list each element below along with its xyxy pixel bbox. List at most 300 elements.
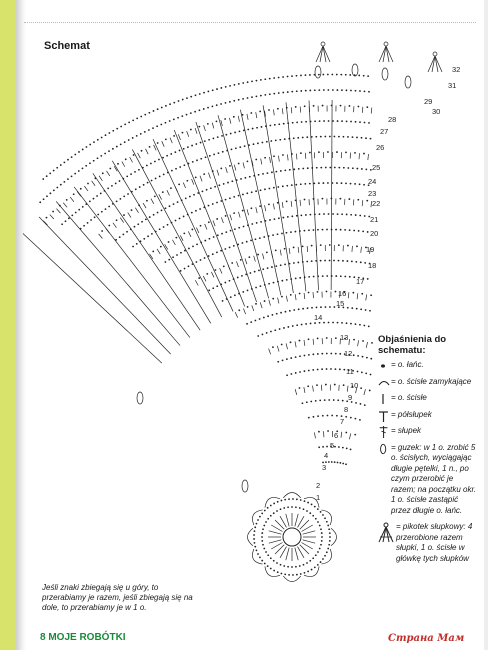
chain-dot: [268, 203, 270, 205]
chain-dot: [108, 132, 110, 134]
chain-dot: [355, 323, 357, 325]
chain-dot: [347, 136, 349, 138]
stitch-mark: [263, 105, 293, 293]
chain-dot: [272, 298, 274, 300]
chain-dot: [351, 261, 353, 263]
stitch-mark: [291, 107, 292, 113]
chain-dot: [97, 214, 99, 216]
chain-dot: [353, 354, 355, 356]
chain-dot: [175, 168, 177, 170]
chain-dot: [284, 573, 286, 575]
chain-dot: [117, 163, 119, 165]
chain-dot: [115, 183, 117, 185]
stitch-mark: [286, 102, 306, 291]
chain-dot: [42, 178, 44, 180]
chain-dot: [116, 146, 118, 148]
chain-dot: [153, 214, 155, 216]
chain-dot: [248, 256, 250, 258]
stitch-mark: [286, 296, 287, 302]
chain-dot: [295, 231, 297, 233]
chain-dot: [280, 564, 282, 566]
chain-dot: [256, 523, 258, 525]
chain-dot: [362, 356, 364, 358]
chain-dot: [259, 318, 261, 320]
chain-dot: [359, 90, 361, 92]
chain-dot: [71, 214, 73, 216]
chain-dot: [82, 167, 84, 169]
chain-dot: [299, 507, 301, 509]
chain-dot: [167, 224, 169, 226]
chain-dot: [255, 190, 257, 192]
single-crochet-bar-icon: [378, 393, 390, 405]
chain-dot: [107, 187, 109, 189]
chain-dot: [136, 117, 138, 119]
chain-dot: [242, 194, 244, 196]
chain-dot: [342, 447, 344, 449]
picot-head: [384, 42, 388, 46]
bobble-oval: [242, 480, 248, 492]
chain-dot: [305, 90, 307, 92]
chain-dot: [220, 87, 222, 89]
chain-dot: [182, 132, 184, 134]
chain-dot: [162, 191, 164, 193]
chain-dot: [262, 334, 264, 336]
chain-dot: [182, 99, 184, 101]
chain-dot: [160, 246, 162, 248]
stitch-mark: [238, 116, 239, 122]
chain-dot: [155, 178, 157, 180]
chain-dot: [339, 353, 341, 355]
chain-dot: [337, 120, 339, 122]
chain-dot: [220, 200, 222, 202]
chain-dot: [273, 93, 275, 95]
chain-dot: [198, 277, 200, 279]
chain-dot: [270, 557, 272, 559]
chain-dot: [282, 154, 284, 156]
chain-dot: [282, 360, 284, 362]
chain-dot: [296, 324, 298, 326]
chain-dot: [299, 277, 301, 279]
stitch-mark: [303, 540, 316, 543]
chain-dot: [350, 323, 352, 325]
picot-arc: [321, 510, 331, 525]
chain-dot: [277, 186, 279, 188]
row-number: 7: [340, 417, 345, 426]
chain-dot: [185, 197, 187, 199]
chain-dot: [320, 561, 322, 563]
stitch-mark: [254, 256, 256, 262]
chain-dot: [173, 118, 175, 120]
stitch-mark: [192, 179, 194, 185]
chain-dot: [354, 183, 356, 185]
chain-dot: [203, 108, 205, 110]
chain-dot: [367, 75, 369, 77]
chain-dot: [267, 518, 269, 520]
chain-dot: [93, 141, 95, 143]
chain-dot: [320, 306, 322, 308]
chain-dot: [224, 282, 226, 284]
chain-dot: [209, 238, 211, 240]
chain-dot: [320, 544, 322, 546]
chain-dot: [303, 508, 305, 510]
chain-dot: [308, 229, 310, 231]
chain-dot: [312, 369, 314, 371]
chain-dot: [140, 133, 142, 135]
stitch-mark: [84, 186, 88, 191]
chain-dot: [290, 373, 292, 375]
chain-dot: [116, 219, 118, 221]
chain-dot: [200, 259, 202, 261]
chain-dot: [363, 184, 365, 186]
chain-dot: [273, 560, 275, 562]
chain-dot: [340, 74, 342, 76]
chain-dot: [154, 161, 156, 163]
stitch-mark: [269, 300, 271, 306]
chain-dot: [300, 152, 302, 154]
chain-dot: [307, 571, 309, 573]
stitch-mark: [205, 224, 207, 230]
chain-dot: [350, 121, 352, 123]
page-number: 8: [40, 632, 46, 643]
chain-dot: [259, 237, 261, 239]
chain-dot: [163, 226, 165, 228]
chain-dot: [273, 570, 275, 572]
chain-dot: [290, 294, 292, 296]
chain-dot: [343, 136, 345, 138]
chain-dot: [313, 105, 315, 107]
chain-dot: [359, 121, 361, 123]
chain-dot: [234, 84, 236, 86]
chain-dot: [216, 285, 218, 287]
chain-dot: [284, 138, 286, 140]
chain-dot: [174, 151, 176, 153]
stitch-mark: [273, 109, 274, 115]
chain-dot: [152, 251, 154, 253]
chain-dot: [269, 219, 271, 221]
chain-dot: [329, 167, 331, 169]
chain-dot: [225, 215, 227, 217]
chain-dot: [336, 151, 338, 153]
chain-dot: [251, 80, 253, 82]
chain-dot: [198, 126, 200, 128]
chain-dot: [267, 172, 269, 174]
chain-dot: [290, 341, 292, 343]
legend-text: = półsłupek: [391, 409, 432, 419]
chain-dot: [356, 168, 358, 170]
chain-dot: [280, 264, 282, 266]
chain-dot: [296, 215, 298, 217]
chain-dot: [128, 139, 130, 141]
chain-dot: [264, 188, 266, 190]
chain-dot: [78, 209, 80, 211]
chain-dot: [111, 185, 113, 187]
chain-dot: [336, 182, 338, 184]
stitch-mark: [63, 203, 67, 208]
chain-dot: [267, 554, 269, 556]
chain-dot: [165, 207, 167, 209]
chain-dot: [52, 211, 54, 213]
chain-dot: [200, 142, 202, 144]
chain-dot: [368, 91, 370, 93]
stitch-mark: [230, 214, 232, 220]
chain-dot: [251, 191, 253, 193]
chain-dot: [327, 151, 329, 153]
chain-dot: [144, 114, 146, 116]
chain-dot: [264, 510, 266, 512]
chain-dot: [287, 216, 289, 218]
chain-dot: [326, 337, 328, 339]
stitch-mark: [252, 305, 254, 311]
chain-dot: [191, 229, 193, 231]
stitch-mark: [159, 194, 162, 199]
row-number: 25: [372, 163, 381, 172]
chain-dot: [322, 446, 324, 448]
chain-dot: [323, 120, 325, 122]
chain-dot: [335, 291, 337, 293]
chain-dot: [87, 183, 89, 185]
chain-dot: [53, 190, 55, 192]
chain-dot: [314, 506, 316, 508]
chain-dot: [159, 176, 161, 178]
stitch-mark: [157, 249, 160, 254]
stitch-mark: [99, 234, 103, 239]
chain-dot: [234, 228, 236, 230]
chain-dot: [199, 109, 201, 111]
chain-dot: [261, 513, 263, 515]
chain-dot: [263, 236, 265, 238]
stitch-mark: [304, 293, 305, 299]
row-number: 6: [334, 431, 339, 440]
chain-dot: [352, 292, 354, 294]
chain-dot: [257, 335, 259, 337]
chain-dot: [153, 110, 155, 112]
chain-dot: [93, 160, 95, 162]
chain-dot: [221, 233, 223, 235]
chain-dot: [266, 332, 268, 334]
chain-dot: [225, 199, 227, 201]
chain-dot: [296, 121, 298, 123]
row-number: 3: [322, 463, 327, 472]
chain-dot: [299, 340, 301, 342]
chain-dot: [46, 175, 48, 177]
stitch-mark: [313, 339, 314, 345]
chain-dot: [136, 135, 138, 137]
chain-dot: [272, 234, 274, 236]
chain-dot: [65, 220, 67, 222]
stitch-mark: [286, 548, 289, 561]
chain-dot: [169, 120, 171, 122]
chain-dot: [346, 89, 348, 91]
center-ring: [283, 528, 301, 546]
chain-dot: [345, 416, 347, 418]
chain-dot: [222, 151, 224, 153]
direction-note: Jeśli znaki zbiegają się u góry, to przerabiamy je razem, jeśli zbiegają się na dole, to przerabiamy je w 1 o.: [42, 583, 193, 612]
chain-dot: [240, 178, 242, 180]
chain-dot: [189, 196, 191, 198]
chain-dot: [220, 250, 222, 252]
chain-dot: [49, 192, 51, 194]
chain-dot: [341, 120, 343, 122]
chain-dot: [101, 230, 103, 232]
chain-dot: [238, 99, 240, 101]
chain-dot: [276, 313, 278, 315]
chain-dot: [206, 273, 208, 275]
legend-text: = o. ścisłe: [391, 393, 427, 402]
chain-dot: [340, 105, 342, 107]
chain-dot: [291, 506, 293, 508]
chain-dot: [274, 218, 276, 220]
row-number: 1: [316, 493, 321, 502]
chain-dot: [188, 248, 190, 250]
chain-dot: [157, 142, 159, 144]
chain-dot: [291, 75, 293, 77]
chain-dot: [108, 150, 110, 152]
chain-dot: [220, 168, 222, 170]
chain-dot: [210, 187, 212, 189]
stitch-mark: [213, 221, 215, 227]
chain-dot: [130, 173, 132, 175]
stitch-mark: [316, 46, 323, 62]
chain-dot: [220, 103, 222, 105]
chain-dot: [321, 353, 323, 355]
chain-dot: [137, 223, 139, 225]
chain-dot: [286, 185, 288, 187]
chain-dot: [71, 175, 73, 177]
chain-dot: [257, 254, 259, 256]
chain-dot: [317, 521, 319, 523]
chain-dot: [320, 136, 322, 138]
chain-dot: [298, 168, 300, 170]
chain-dot: [251, 223, 253, 225]
chain-dot: [368, 122, 370, 124]
chain-dot: [250, 240, 252, 242]
chain-dot: [132, 137, 134, 139]
chain-dot: [280, 500, 282, 502]
chain-dot: [123, 196, 125, 198]
chain-dot: [278, 92, 280, 94]
chain-dot: [146, 165, 148, 167]
chain-dot: [134, 226, 136, 228]
picot-fan-icon: [378, 522, 394, 544]
chain-dot: [309, 74, 311, 76]
chain-dot: [223, 265, 225, 267]
chain-dot: [267, 507, 269, 509]
chain-dot: [100, 193, 102, 195]
chain-dot: [336, 89, 338, 91]
chain-dot: [291, 91, 293, 93]
chain-dot: [370, 374, 372, 376]
chain-dot: [213, 154, 215, 156]
chain-dot: [318, 182, 320, 184]
chain-dot: [251, 207, 253, 209]
chain-dot: [332, 322, 334, 324]
chain-dot: [212, 253, 214, 255]
chain-dot: [327, 525, 329, 527]
chain-dot: [313, 276, 315, 278]
chain-dot: [281, 344, 283, 346]
chain-dot: [128, 121, 130, 123]
stitch-mark: [289, 248, 290, 254]
chain-dot: [280, 170, 282, 172]
legend-item-chain: [378, 360, 478, 371]
chain-dot: [46, 217, 48, 219]
stitch-mark: [314, 432, 315, 438]
chain-dot: [329, 136, 331, 138]
chain-dot: [367, 278, 369, 280]
chain-dot: [333, 399, 335, 401]
chain-dot: [322, 182, 324, 184]
chain-dot: [199, 208, 201, 210]
chain-dot: [290, 357, 292, 359]
chain-dot: [308, 276, 310, 278]
chain-dot: [178, 183, 180, 185]
chain-dot: [292, 498, 294, 500]
row-number: 10: [350, 381, 359, 390]
chain-dot: [284, 169, 286, 171]
chain-dot: [341, 322, 343, 324]
chain-dot: [329, 306, 331, 308]
chain-dot: [311, 245, 313, 247]
chain-dot: [183, 148, 185, 150]
chain-dot: [229, 165, 231, 167]
chain-dot: [370, 294, 372, 296]
chain-dot: [310, 401, 312, 403]
row-number: 15: [336, 299, 345, 308]
chain-dot: [196, 261, 198, 263]
chain-dot: [366, 106, 368, 108]
stitch-mark: [323, 46, 326, 62]
bobble-oval: [352, 64, 358, 76]
stitch-mark: [295, 389, 297, 395]
stitch-mark: [347, 386, 348, 392]
legend-text: = guzek: w 1 o. zrobić 5 o. ścisłych, wyciągając długie pętelki, 1 n., po czym przerobić je razem; na początku okr. 1 o. ścisłe zastąpić przez długie o. łańc.: [391, 442, 477, 515]
chain-dot: [255, 303, 257, 305]
chain-dot: [275, 139, 277, 141]
chain-dot: [287, 566, 289, 568]
chain-dot: [256, 80, 258, 82]
chain-dot: [255, 238, 257, 240]
stitch-mark: [371, 108, 372, 114]
chain-dot: [258, 174, 260, 176]
row-number: 5: [330, 441, 335, 450]
chain-dot: [270, 515, 272, 517]
chain-dot: [333, 260, 335, 262]
chain-dot: [141, 150, 143, 152]
chain-dot: [279, 139, 281, 141]
stitch-mark: [435, 56, 438, 72]
chain-dot: [288, 574, 290, 576]
chain-dot: [325, 384, 327, 386]
chain-dot: [349, 105, 351, 107]
stitch-mark: [295, 514, 298, 527]
chain-dot: [179, 166, 181, 168]
stitch-mark: [366, 294, 367, 300]
chain-dot: [362, 340, 364, 342]
stitch-mark: [187, 131, 189, 137]
chain-dot: [295, 278, 297, 280]
chain-dot: [318, 74, 320, 76]
chain-dot: [262, 544, 264, 546]
stitch-mark: [178, 134, 180, 140]
chain-dot: [131, 209, 133, 211]
chain-dot: [350, 449, 352, 451]
chain-dot: [270, 140, 272, 142]
chain-dot: [328, 399, 330, 401]
stitch-mark: [304, 387, 305, 393]
row-number: 21: [370, 215, 379, 224]
chain-dot: [119, 198, 121, 200]
chain-dot: [168, 259, 170, 261]
